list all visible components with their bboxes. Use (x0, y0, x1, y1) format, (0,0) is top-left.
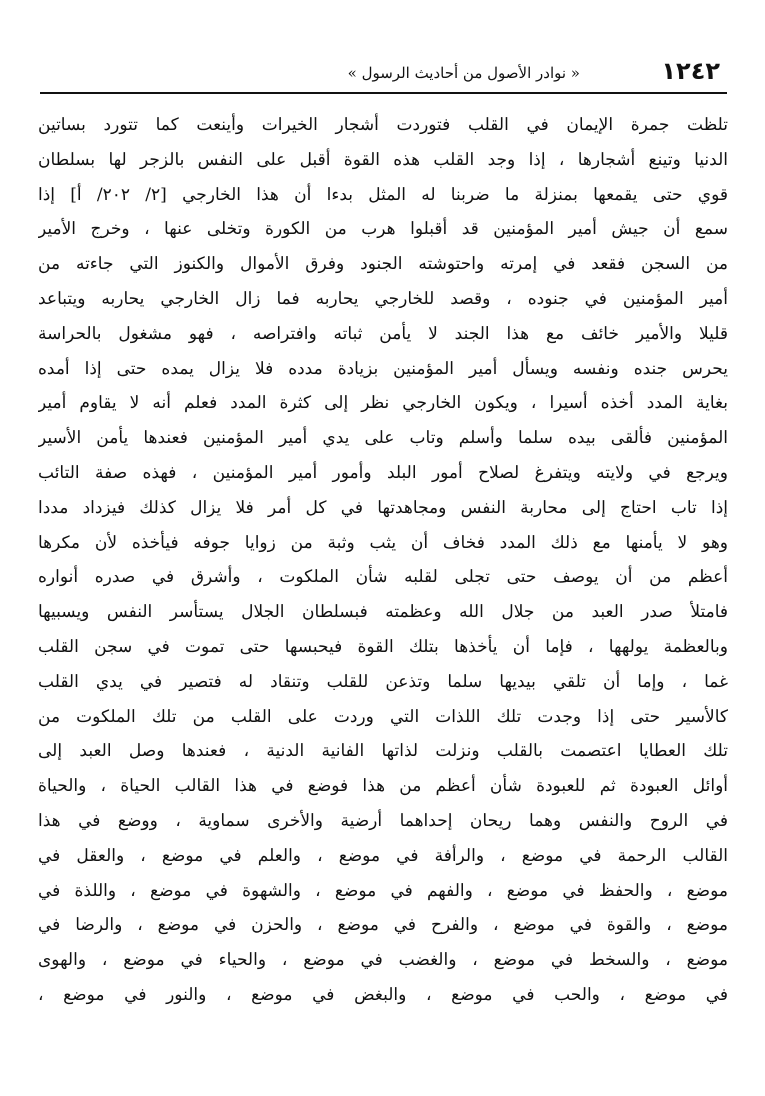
text-line: المؤمنين فألقى بيده سلما وأسلم وتاب على يدي أمير المؤمنين فعندها يأمن الأسير (38, 428, 728, 449)
text-line: الدنيا وتينع أشجارها ، إذا وجد القلب هذه القوة أقبل على النفس بالزجر لها بسلطان (38, 149, 728, 170)
page-header (38, 52, 728, 92)
text-line: فامتلأ صدر العبد من جلال الله وعظمته فبسلطان الجلال يستأسر النفس ويسبيها (38, 602, 728, 623)
text-line: القالب الرحمة في موضع ، والرأفة في موضع ، والعلم في موضع ، والعقل في (38, 845, 728, 866)
text-line: سمع أن جيش أمير المؤمنين قد أقبلوا هرب من الكورة وتخلى عنها ، وخرج الأمير (38, 219, 728, 240)
text-line: تلظت جمرة الإيمان في القلب فتوردت أشجار الخيرات وأينعت كما تتورد بساتين (38, 115, 728, 135)
text-line: أوائل العبودة ثم للعبودة شأن أعظم من هذا فوضع في هذا القالب الحياة ، والحياة (38, 776, 728, 797)
text-line: في موضع ، والحب في موضع ، والبغض في موضع ، والنور في موضع ، (38, 984, 728, 1005)
text-line: بغاية المدد أخذه أسيرا ، ويكون الخارجي نظر إلى كثرة المدد فعلم أنه لا يقاوم أمير (38, 393, 728, 414)
text-line: قوي حتى يقمعها بمنزلة ما ضربنا له المثل بدءا أن هذا الخارجي [٢/ ٢٠٢/ أ] إذا (38, 184, 728, 205)
text-line: تلك العطايا اعتصمت بالقلب ونزلت لذاتها الفانية الدنية ، فعندها وصل العبد إلى (38, 741, 728, 762)
text-line: ويرجع في ولايته ويتفرغ لصلاح أمور البلد وأمور أمير المؤمنين ، فهذه صفة التائب (38, 462, 728, 483)
text-line: من السجن فقعد في إمرته واحتوشته الجنود وفرق الأموال والكنوز التي جاءته من (38, 254, 728, 275)
text-line: موضع ، والحفظ في موضع ، والفهم في موضع ، والشهوة في موضع ، واللذة في (38, 880, 728, 901)
text-line: قليلا والأمير خائف مع هذا الجند لا يأمن ثباته وافتراصه ، فهو مشغول بالحراسة (38, 323, 728, 344)
text-line: أمير المؤمنين في جنوده ، وقصد للخارجي يحاربه فما زال الخارجي يحاربه ويتباعد (38, 288, 728, 309)
header-rule (40, 92, 727, 94)
text-line: أعظم من أن يوصف حتى تجلى لقلبه شأن الملكوت ، وأشرق في صدره أنواره (38, 567, 728, 588)
text-line: وبالعظمة يولهها ، فإما أن يأخذها بتلك القوة فيحبسها حتى تموت في سجن القلب (38, 636, 728, 657)
text-line: وهو لا يأمنها مع ذلك المدد فخاف أن يثب وثبة من زوايا جوفه فيأخذه لأن مكرها (38, 532, 728, 553)
text-line: موضع ، والقوة في موضع ، والفرح في موضع ، والحزن في موضع ، والرضا في (38, 915, 728, 936)
body-text (38, 108, 728, 1013)
text-line: كالأسير حتى إذا وجدت تلك اللذات التي وردت على القلب من تلك الملكوت من (38, 706, 728, 727)
page-number: ١٢٤٢ (661, 57, 720, 85)
text-line: غما ، وإما أن تلقي بيديها سلما وتذعن للقلب وتنقاد له فتصير في يدي القلب (38, 671, 728, 692)
text-line: يحرس جنده ونفسه ويسأل أمير المؤمنين بزيادة مدده فلا يزال يمده حتى إذا أمده (38, 358, 728, 379)
text-line: في الروح والنفس وهما ريحان إحداهما أرضية والأخرى سماوية ، ووضع في هذا (38, 810, 728, 831)
running-title: « نوادر الأصول من أحاديث الرسول » (347, 64, 580, 82)
text-line: إذا تاب احتاج إلى محاربة النفس ومجاهدتها في كل أمر فلا يزال كذلك فيزداد مددا (38, 497, 728, 518)
text-line: موضع ، والسخط في موضع ، والغضب في موضع ، والحياء في موضع ، والهوى (38, 950, 728, 971)
